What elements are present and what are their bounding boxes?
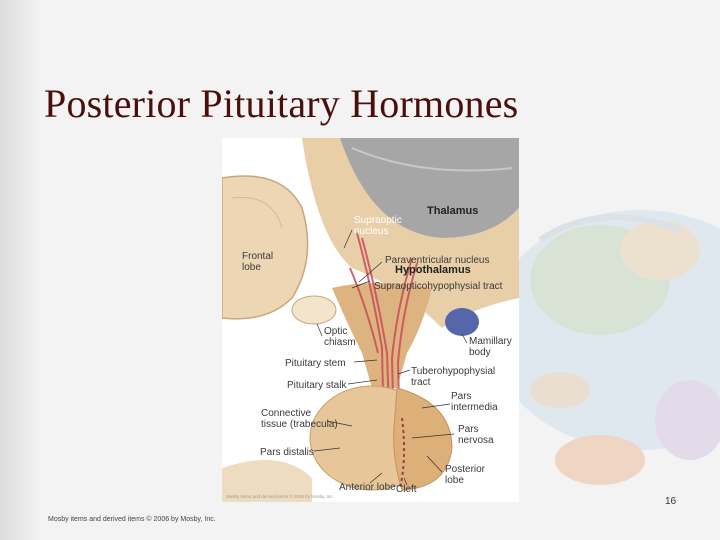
label-pars-nervosa: Pars nervosa bbox=[458, 424, 494, 446]
copyright-footer: Mosby items and derived items © 2006 by Mosby, Inc. bbox=[48, 516, 216, 523]
page-number: 16 bbox=[665, 496, 677, 507]
label-supraopticohypophysial-tract: Supraopticohypophysial tract bbox=[374, 281, 503, 292]
label-connective-tissue: Connective tissue (trabecula) bbox=[261, 408, 338, 430]
label-cleft: Cleft bbox=[396, 484, 417, 495]
label-supraoptic-nucleus: Supraoptic nucleus bbox=[354, 215, 402, 237]
optic-chiasm-shape bbox=[292, 296, 336, 324]
label-mamillary-body: Mamillary body bbox=[469, 336, 512, 358]
slide-title: Posterior Pituitary Hormones bbox=[44, 81, 519, 126]
label-paraventricular-nucleus: Paraventricular nucleus bbox=[385, 255, 490, 266]
label-posterior-lobe: Posterior lobe bbox=[445, 464, 486, 486]
label-frontal-lobe: Frontal lobe bbox=[242, 251, 274, 273]
label-anterior-lobe: Anterior lobe bbox=[339, 482, 396, 493]
figure-credit: Mosby items and derived items © 2006 by Mosby, Inc. bbox=[226, 494, 334, 499]
label-pars-distalis: Pars distalis bbox=[260, 447, 314, 458]
label-pituitary-stem: Pituitary stem bbox=[285, 358, 346, 369]
label-tuberohypophysial-tract: Tuberohypophysial tract bbox=[411, 366, 496, 388]
label-pars-intermedia: Pars intermedia bbox=[451, 391, 498, 413]
mamillary-body-shape bbox=[445, 308, 479, 336]
label-hypothalamus: Hypothalamus bbox=[395, 264, 471, 276]
pituitary-anatomy-figure bbox=[222, 138, 519, 502]
label-thalamus: Thalamus bbox=[427, 205, 479, 217]
label-optic-chiasm: Optic chiasm bbox=[324, 326, 356, 348]
label-pituitary-stalk: Pituitary stalk bbox=[287, 380, 347, 391]
